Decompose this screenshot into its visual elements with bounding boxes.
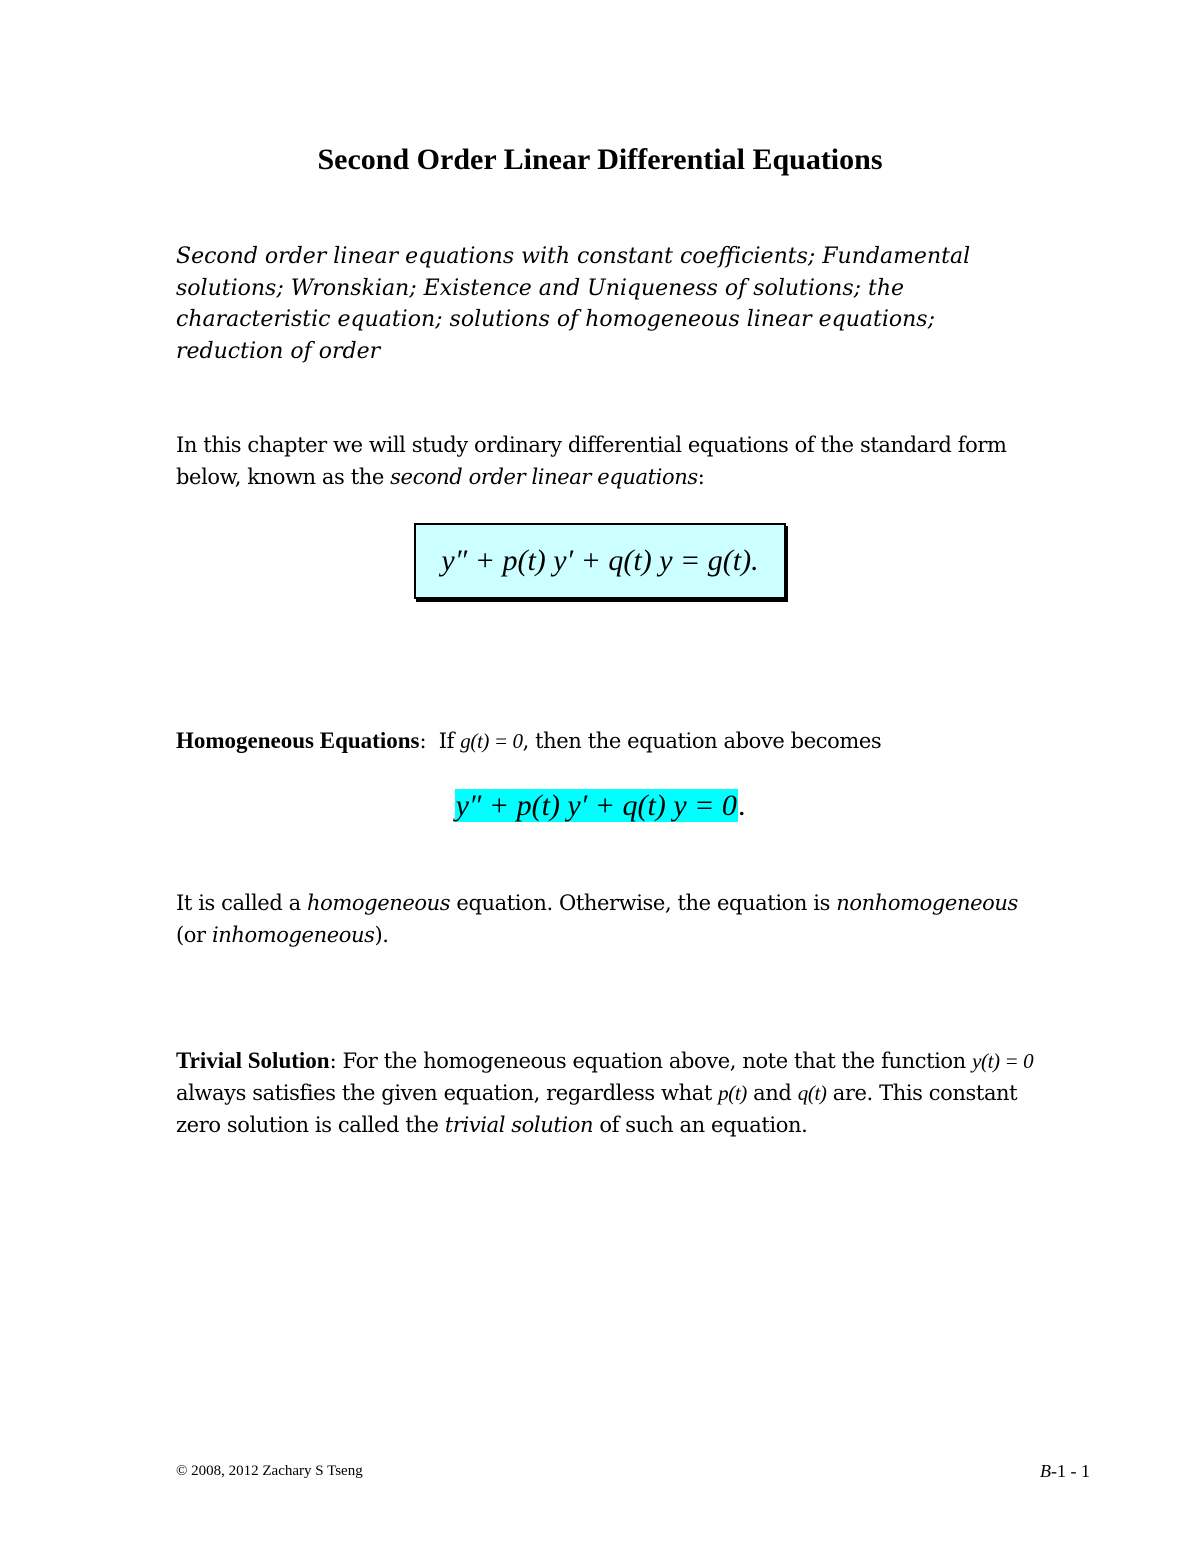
trivial-heading: Trivial Solution bbox=[176, 1048, 330, 1073]
term-trivial-solution: trivial solution bbox=[444, 1113, 594, 1137]
trivial-solution-paragraph bbox=[176, 1045, 1046, 1141]
document-title: Second Order Linear Differential Equations bbox=[317, 143, 883, 176]
homogeneous-colon: : bbox=[419, 729, 427, 753]
expr-p-of-t: p(t) bbox=[718, 1081, 747, 1105]
term-inhomogeneous: inhomogeneous bbox=[211, 923, 375, 947]
chapter-summary: Second order linear equations with constant coefficients; Fundamental solutions; Wronskian; Existence and Uniqueness of solutions; the characteristic equation; solutions of homogeneous linear equations; reduction of order bbox=[176, 244, 971, 364]
trivial-text-4: are. This constant zero solution is called the bbox=[176, 1081, 1018, 1137]
footer-section: B bbox=[1040, 1461, 1051, 1481]
homogeneous-heading: Homogeneous Equations bbox=[176, 728, 420, 753]
homogeneous-rest: , then the equation above becomes bbox=[522, 729, 882, 753]
intro-end: : bbox=[697, 465, 705, 489]
trivial-text-2: always satisfies the given equation, regardless what bbox=[176, 1081, 719, 1105]
footer-page-number bbox=[1040, 1461, 1090, 1482]
trivial-text-1: For the homogeneous equation above, note that the function bbox=[336, 1049, 973, 1073]
term-homogeneous: homogeneous bbox=[307, 891, 451, 915]
called-text-4: ). bbox=[374, 923, 389, 947]
expr-q-of-t: q(t) bbox=[797, 1081, 827, 1105]
general-equation: y″ + p(t) y′ + q(t) y = g(t). bbox=[441, 544, 759, 577]
intro-text: In this chapter we will study ordinary differential equations of the standard form below, known as the bbox=[176, 433, 1007, 489]
called-text-2: equation. Otherwise, the equation is bbox=[450, 891, 837, 915]
intro-emphasis: second order linear equations bbox=[390, 465, 698, 489]
expr-y-equals-zero: y(t) = 0 bbox=[972, 1049, 1034, 1073]
homogeneous-condition: g(t) = 0 bbox=[460, 729, 523, 753]
called-text-1: It is called a bbox=[176, 891, 308, 915]
intro-paragraph bbox=[176, 429, 1046, 493]
footer-copyright: © 2008, 2012 Zachary S Tseng bbox=[176, 1463, 363, 1479]
homogeneous-equation-period: . bbox=[737, 789, 746, 822]
homogeneous-equation-line bbox=[0, 786, 1200, 826]
homogeneous-lead: If bbox=[438, 729, 461, 753]
trivial-text-3: and bbox=[746, 1081, 798, 1105]
homogeneous-equation: y″ + p(t) y′ + q(t) y = 0 bbox=[455, 789, 737, 822]
term-nonhomogeneous: nonhomogeneous bbox=[836, 891, 1018, 915]
homogeneous-definition-paragraph bbox=[176, 887, 1046, 951]
homogeneous-paragraph bbox=[176, 725, 1046, 757]
footer-page: -1 - 1 bbox=[1051, 1461, 1090, 1481]
trivial-colon: : bbox=[329, 1049, 337, 1073]
called-text-3: (or bbox=[176, 923, 212, 947]
trivial-text-5: of such an equation. bbox=[593, 1113, 808, 1137]
general-equation-box bbox=[414, 523, 786, 599]
